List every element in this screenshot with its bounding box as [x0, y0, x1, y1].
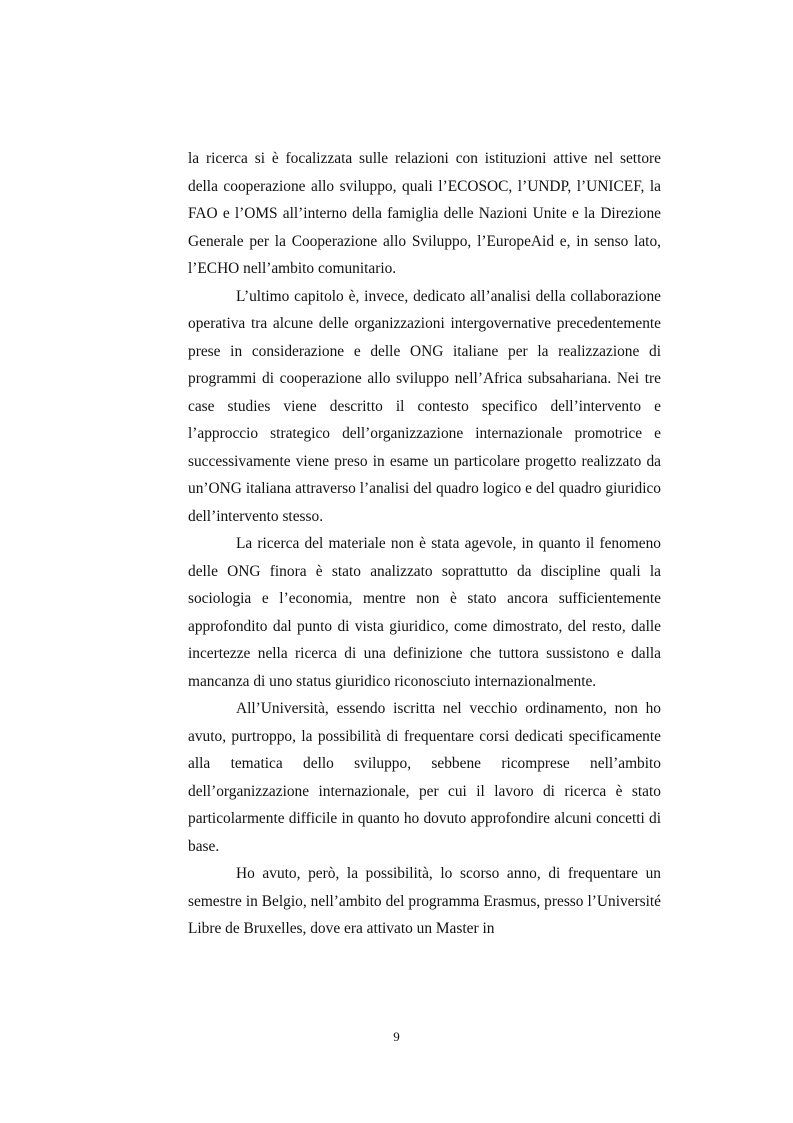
paragraph-1: la ricerca si è focalizzata sulle relazioni con istituzioni attive nel settore della cooperazione allo sviluppo, quali l’ECOSOC, l’UNDP, l’UNICEF, la FAO e l’OMS all’interno della famiglia delle Nazioni Unite e la Direzione Generale per la Cooperazione allo Sviluppo, l’EuropeAid e, in senso lato, l’ECHO nell’ambito comunitario. — [188, 150, 661, 277]
paragraph-2: L’ultimo capitolo è, invece, dedicato all’analisi della collaborazione operativa tra alcune delle organizzazioni intergovernative precedentemente prese in considerazione e delle ONG italiane per la realizzazione di programmi di cooperazione allo sviluppo nell’Africa subsahariana. Nei tre case studies viene descritto il contesto specifico dell’intervento e l’approccio strategico dell’organizzazione internazionale promotrice e successivamente viene preso in esame un particolare progetto realizzato da un’ONG italiana attraverso l’analisi del quadro logico e del quadro giuridico dell’intervento stesso. — [188, 287, 661, 525]
document-body — [188, 145, 661, 943]
paragraph-3: La ricerca del materiale non è stata agevole, in quanto il fenomeno delle ONG finora è stato analizzato soprattutto da discipline quali la sociologia e l’economia, mentre non è stato ancora sufficientemente approfondito dal punto di vista giuridico, come dimostrato, del resto, dalle incertezze nella ricerca di una definizione che tuttora sussistono e dalla mancanza di uno status giuridico riconosciuto internazionalmente. — [188, 535, 661, 690]
paragraph-4: All’Università, essendo iscritta nel vecchio ordinamento, non ho avuto, purtroppo, la possibilità di frequentare corsi dedicati specificamente alla tematica dello sviluppo, sebbene ricomprese nell’ambito dell’organizzazione internazionale, per cui il lavoro di ricerca è stato particolarmente difficile in quanto ho dovuto approfondire alcuni concetti di base. — [188, 700, 661, 855]
page-number: 9 — [393, 1029, 400, 1044]
paragraph-5: Ho avuto, però, la possibilità, lo scorso anno, di frequentare un semestre in Belgio, nell’ambito del programma Erasmus, presso l’Université Libre de Bruxelles, dove era attivato un Master in — [188, 865, 661, 937]
